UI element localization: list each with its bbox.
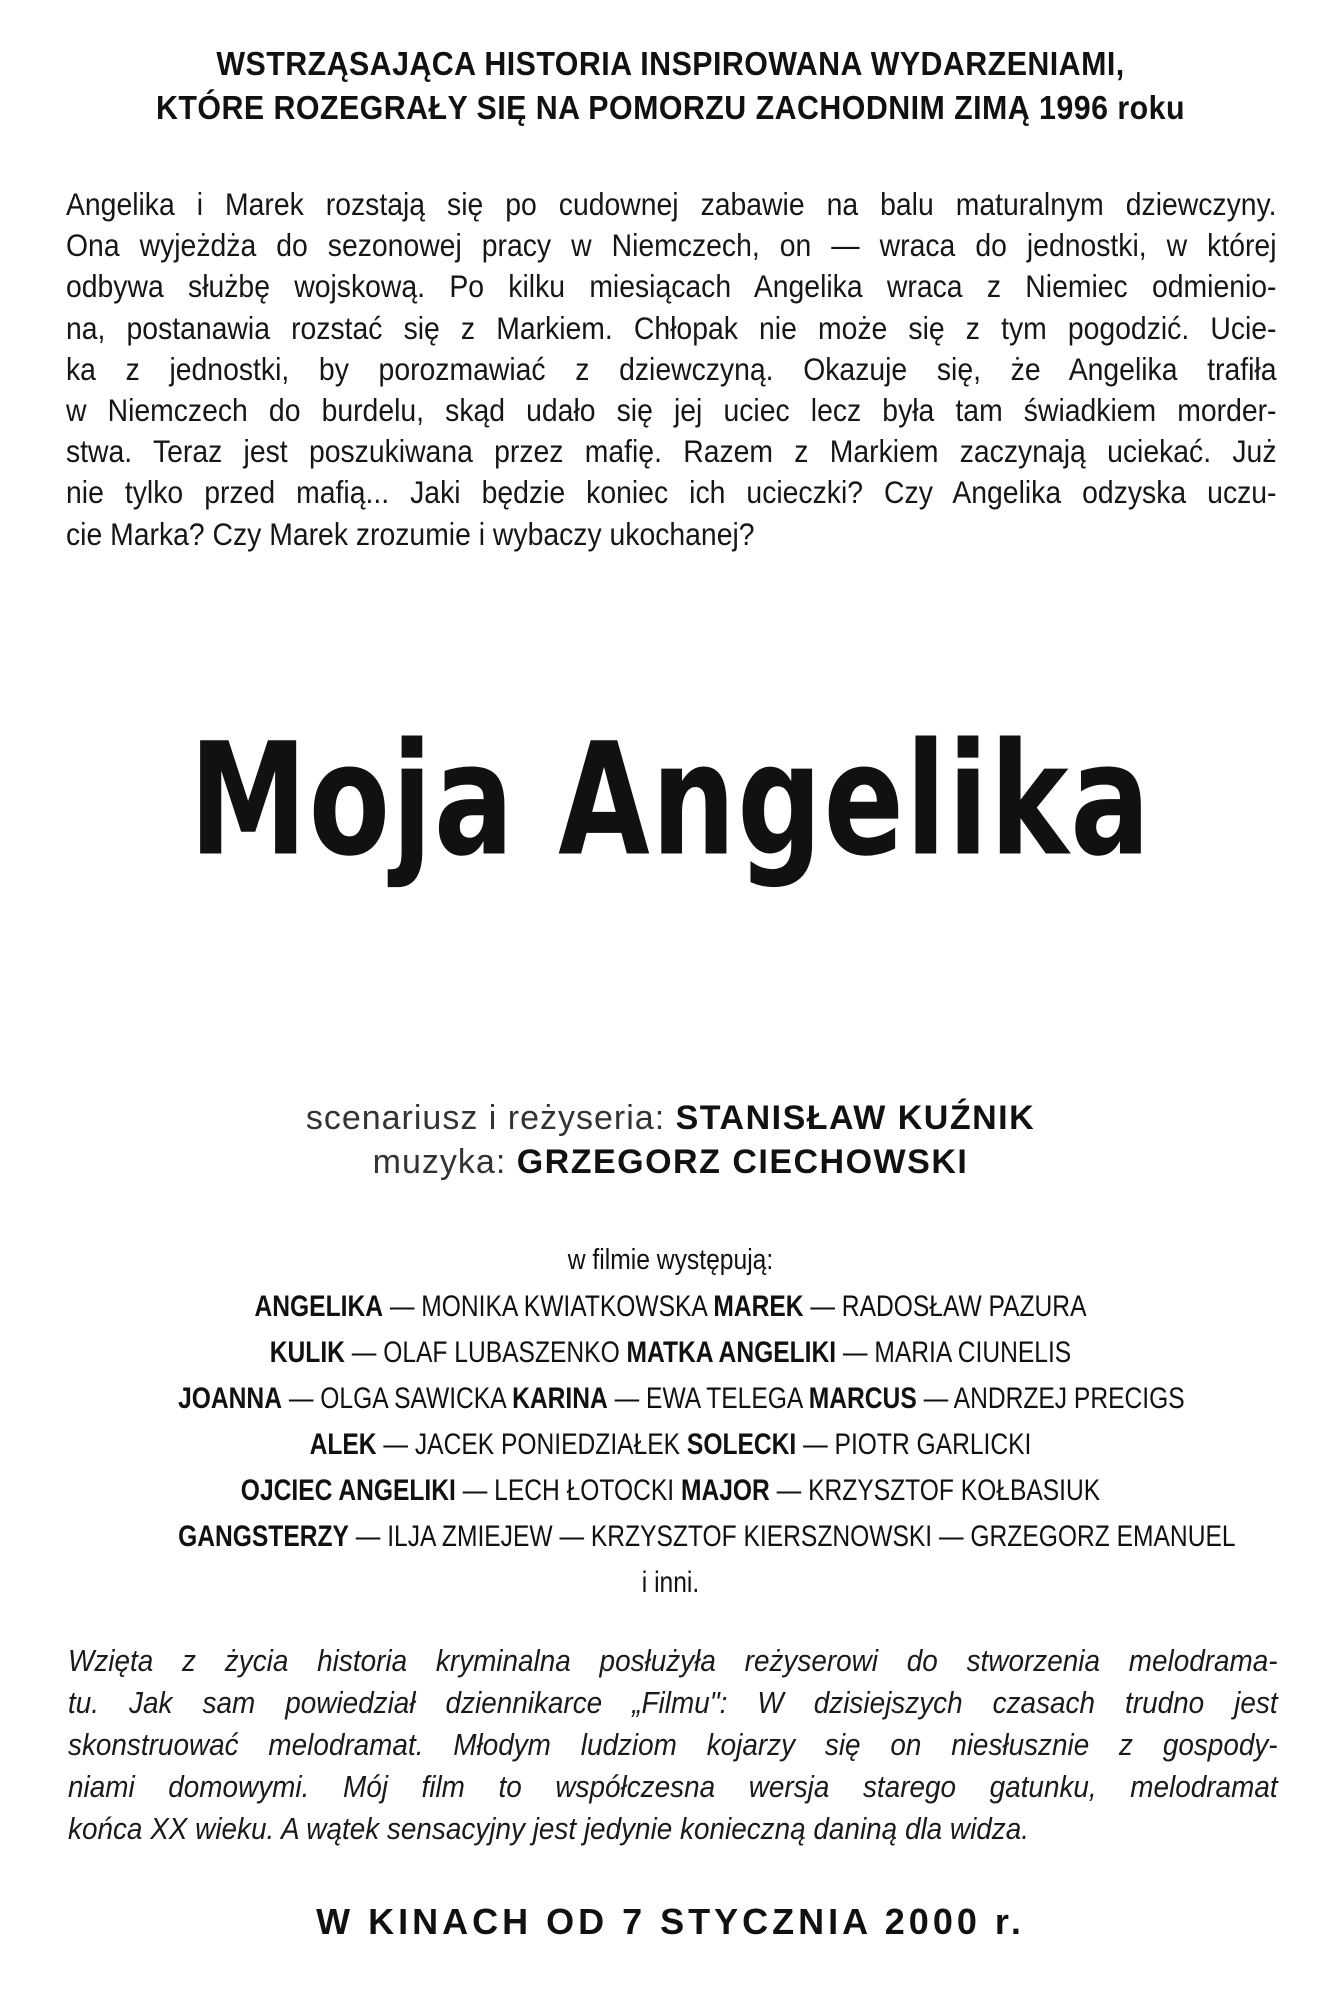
cast-line: [178, 1422, 1163, 1468]
cast-role: GANGSTERZY: [178, 1520, 349, 1553]
synopsis-line: w Niemczech do burdelu, skąd udało się jej uciec lecz była tam świadkiem morder-: [66, 392, 1277, 429]
music-credit: [0, 1140, 1341, 1184]
director-credit: [0, 1096, 1341, 1140]
cast-role: KARINA: [512, 1382, 608, 1415]
music-name: GRZEGORZ CIECHOWSKI: [516, 1143, 969, 1181]
quote-line: końca XX wieku. A wątek sensacyjny jest jedynie konieczną daniną dla widza.: [68, 1811, 1030, 1846]
cast-actor: — OLAF LUBASZENKO: [351, 1336, 620, 1369]
synopsis-line: nie tylko przed mafią... Jaki będzie koniec ich ucieczki? Czy Angelika odzyska uczu-: [66, 474, 1277, 511]
cast-heading: w filmie występują:: [567, 1244, 774, 1276]
cast-actor: — ANDRZEJ PRECIGS: [923, 1382, 1185, 1415]
synopsis-line: stwa. Teraz jest poszukiwana przez mafię. Razem z Markiem zaczynają uciekać. Już: [66, 433, 1277, 470]
synopsis-line: na, postanawia rozstać się z Markiem. Chłopak nie może się z tym pogodzić. Ucie-: [66, 309, 1277, 346]
cast-actor: — ILJA ZMIEJEW — KRZYSZTOF KIERSZNOWSKI — GRZEGORZ EMANUEL: [355, 1520, 1236, 1553]
cast-others: i inni.: [641, 1566, 700, 1599]
synopsis-line: Ona wyjeżdża do sezonowej pracy w Niemczech, on — wraca do jednostki, w której: [66, 227, 1277, 264]
quote-line: skonstruować melodramat. Młodym ludziom kojarzy się on niesłusznie z gospody-: [68, 1727, 1278, 1762]
cast-actor: — PIOTR GARLICKI: [803, 1428, 1032, 1461]
cast-role: ANGELIKA: [254, 1290, 383, 1323]
cast-actor: — LECH ŁOTOCKI: [462, 1474, 675, 1507]
cast-list: [70, 1284, 1271, 1606]
director-quote: [68, 1640, 1278, 1850]
cast-actor: — KRZYSZTOF KOŁBASIUK: [776, 1474, 1101, 1507]
music-label: muzyka:: [372, 1143, 507, 1181]
cast-actor: — JACEK PONIEDZIAŁEK: [383, 1428, 681, 1461]
director-label: scenariusz i reżyseria:: [305, 1099, 666, 1137]
synopsis-line: ka z jednostki, by porozmawiać z dziewczyną. Okazuje się, że Angelika trafiła: [66, 350, 1277, 387]
headline-line: KTÓRE ROZEGRAŁY SIĘ NA POMORZU ZACHODNIM ZIMĄ 1996 roku: [156, 89, 1185, 126]
cast-role: MAJOR: [680, 1474, 770, 1507]
synopsis-line: odbywa służbę wojskową. Po kilku miesiącach Angelika wraca z Niemiec odmienio-: [66, 268, 1277, 305]
synopsis-line: cie Marka? Czy Marek zrozumie i wybaczy ukochanej?: [66, 515, 755, 552]
cast-line: [178, 1284, 1163, 1330]
synopsis-line: Angelika i Marek rozstają się po cudownej zabawie na balu maturalnym dziewczyny.: [66, 186, 1277, 222]
director-name: STANISŁAW KUŹNIK: [675, 1099, 1036, 1137]
headline: [109, 42, 1232, 130]
quote-line: niami domowymi. Mój film to współczesna wersja starego gatunku, melodramat: [68, 1769, 1278, 1804]
cast-role: OJCIEC ANGELIKI: [240, 1474, 456, 1507]
cast-actor: — OLGA SAWICKA: [288, 1382, 506, 1415]
credits: [0, 1096, 1341, 1184]
cast-role: JOANNA: [178, 1382, 282, 1415]
quote-line: tu. Jak sam powiedział dziennikarce „Filmu": W dzisiejszych czasach trudno jest: [68, 1685, 1278, 1720]
cast-line: [178, 1514, 1236, 1560]
cast-role: ALEK: [309, 1428, 377, 1461]
quote-line: Wzięta z życia historia kryminalna posłużyła reżyserowi do stworzenia melodrama-: [68, 1643, 1278, 1678]
cast-actor: — RADOSŁAW PAZURA: [810, 1290, 1087, 1323]
cast-actor: — MARIA CIUNELIS: [842, 1336, 1072, 1369]
cast-role: MAREK: [713, 1290, 804, 1323]
cast-role: SOLECKI: [686, 1428, 797, 1461]
film-title: Moja Angelika: [189, 709, 1152, 891]
headline-line: WSTRZĄSAJĄCA HISTORIA INSPIROWANA WYDARZENIAMI,: [216, 45, 1125, 82]
cast-line: [178, 1376, 1185, 1422]
cast-role: KULIK: [269, 1336, 345, 1369]
cast-line: [178, 1468, 1163, 1514]
cast-actor: — EWA TELEGA: [614, 1382, 802, 1415]
release-date: W KINACH OD 7 STYCZNIA 2000 r.: [316, 1901, 1025, 1942]
synopsis: [66, 184, 1277, 555]
cast-role: MATKA ANGELIKI: [626, 1336, 837, 1369]
cast-role: MARCUS: [808, 1382, 917, 1415]
cast-actor: — MONIKA KWIATKOWSKA: [389, 1290, 707, 1323]
cast-line: [178, 1330, 1163, 1376]
